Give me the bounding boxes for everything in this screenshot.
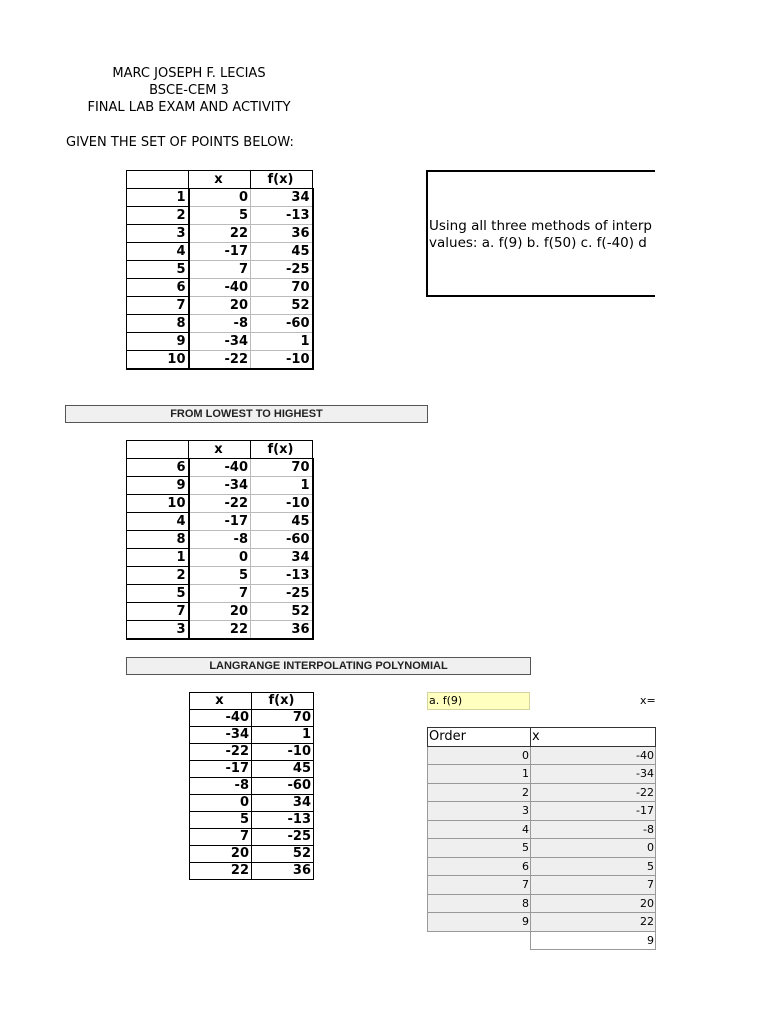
question-line-2: values: a. f(9) b. f(50) c. f(-40) d: [429, 235, 647, 251]
x-cell[interactable]: -17: [189, 513, 251, 531]
sorted-points-table: [126, 440, 314, 640]
table-row: [428, 746, 656, 765]
fx-cell[interactable]: 36: [251, 621, 313, 640]
blank-cell[interactable]: [428, 931, 531, 950]
index-cell[interactable]: 1: [127, 549, 189, 567]
x-cell[interactable]: -22: [531, 783, 656, 802]
question-line-1: Using all three methods of interp: [429, 218, 652, 234]
fx-cell[interactable]: 52: [251, 297, 313, 315]
header-cell-fx[interactable]: f(x): [251, 441, 313, 459]
order-table: [427, 727, 656, 950]
x-cell[interactable]: 5: [189, 207, 251, 225]
fx-cell[interactable]: -25: [252, 829, 314, 846]
exam-title: FINAL LAB EXAM AND ACTIVITY: [87, 100, 291, 115]
x-cell[interactable]: 22: [190, 863, 252, 880]
index-cell[interactable]: 3: [127, 621, 189, 640]
x-cell[interactable]: -8: [189, 531, 251, 549]
table-row: [428, 913, 656, 932]
x-cell[interactable]: -34: [531, 765, 656, 784]
x-cell[interactable]: 22: [189, 225, 251, 243]
x-cell[interactable]: 0: [189, 549, 251, 567]
index-cell[interactable]: 10: [127, 495, 189, 513]
index-cell[interactable]: 3: [127, 225, 189, 243]
table-row: [127, 351, 313, 370]
table-row: [127, 225, 313, 243]
function-value-label[interactable]: a. f(9): [427, 692, 530, 710]
table-row: [127, 585, 313, 603]
x-cell[interactable]: 22: [189, 621, 251, 640]
x-cell[interactable]: 5: [531, 857, 656, 876]
table-row: [127, 333, 313, 351]
points-table: [126, 170, 314, 370]
fx-cell[interactable]: 70: [251, 279, 313, 297]
table-row: [127, 477, 313, 495]
x-cell[interactable]: -40: [189, 279, 251, 297]
x-cell[interactable]: 20: [531, 894, 656, 913]
index-cell[interactable]: 4: [127, 513, 189, 531]
table-row: [127, 261, 313, 279]
table-row: [190, 727, 314, 744]
fx-cell[interactable]: 34: [251, 549, 313, 567]
index-cell[interactable]: 2: [127, 567, 189, 585]
table-header-row: [190, 693, 314, 710]
x-cell[interactable]: -8: [189, 315, 251, 333]
x-cell[interactable]: -17: [531, 802, 656, 821]
index-cell[interactable]: 1: [127, 189, 189, 207]
order-cell[interactable]: 1: [428, 765, 531, 784]
fx-cell[interactable]: -13: [251, 207, 313, 225]
fx-cell[interactable]: 45: [251, 243, 313, 261]
order-cell[interactable]: 0: [428, 746, 531, 765]
order-cell[interactable]: 7: [428, 876, 531, 895]
table-row: [190, 863, 314, 880]
table-row: [428, 802, 656, 821]
x-cell[interactable]: 5: [189, 567, 251, 585]
table-row: [428, 765, 656, 784]
index-cell[interactable]: 8: [127, 531, 189, 549]
header-cell-x[interactable]: x: [190, 693, 252, 710]
index-cell[interactable]: 5: [127, 585, 189, 603]
x-cell[interactable]: -17: [190, 761, 252, 778]
order-cell[interactable]: 6: [428, 857, 531, 876]
x-cell[interactable]: -8: [531, 820, 656, 839]
table-row: [127, 189, 313, 207]
x-cell[interactable]: 7: [189, 585, 251, 603]
fx-cell[interactable]: 36: [251, 225, 313, 243]
fx-cell[interactable]: -60: [251, 531, 313, 549]
index-cell[interactable]: 2: [127, 207, 189, 225]
x-cell[interactable]: 5: [190, 812, 252, 829]
table-header-row: [428, 728, 656, 747]
table-row: [428, 839, 656, 858]
x-cell[interactable]: 7: [189, 261, 251, 279]
index-cell[interactable]: 7: [127, 603, 189, 621]
fx-cell[interactable]: 52: [251, 603, 313, 621]
fx-cell[interactable]: 45: [251, 513, 313, 531]
header-cell-index[interactable]: [127, 171, 189, 189]
table-header-row: [127, 441, 313, 459]
question-box: [426, 170, 655, 297]
table-row: [127, 621, 313, 640]
fx-cell[interactable]: 36: [252, 863, 314, 880]
x-cell[interactable]: -34: [189, 477, 251, 495]
x-value-cell[interactable]: 9: [531, 931, 656, 950]
lagrange-section-bar: LANGRANGE INTERPOLATING POLYNOMIAL: [126, 657, 531, 675]
table-row: [428, 857, 656, 876]
x-cell[interactable]: -17: [189, 243, 251, 261]
x-cell[interactable]: -40: [531, 746, 656, 765]
fx-cell[interactable]: -10: [252, 744, 314, 761]
table-row: [127, 243, 313, 261]
x-cell[interactable]: -34: [189, 333, 251, 351]
fx-cell[interactable]: -10: [251, 495, 313, 513]
x-cell[interactable]: 7: [190, 829, 252, 846]
table-row: [127, 531, 313, 549]
header-cell-fx[interactable]: f(x): [251, 171, 313, 189]
index-cell[interactable]: 6: [127, 459, 189, 477]
sorted-section-bar: FROM LOWEST TO HIGHEST: [65, 405, 428, 423]
table-header-row: [127, 171, 313, 189]
table-row: [428, 894, 656, 913]
table-row: [428, 876, 656, 895]
given-points-label: GIVEN THE SET OF POINTS BELOW:: [66, 135, 294, 150]
student-name: MARC JOSEPH F. LECIAS: [112, 66, 266, 81]
x-cell[interactable]: 20: [190, 846, 252, 863]
order-cell[interactable]: 3: [428, 802, 531, 821]
x-cell[interactable]: 22: [531, 913, 656, 932]
fx-cell[interactable]: -25: [251, 261, 313, 279]
fx-cell[interactable]: 1: [252, 727, 314, 744]
table-row: [127, 513, 313, 531]
fx-cell[interactable]: -13: [252, 812, 314, 829]
index-cell[interactable]: 8: [127, 315, 189, 333]
x-cell[interactable]: 20: [189, 297, 251, 315]
x-cell[interactable]: 7: [531, 876, 656, 895]
table-row: [127, 549, 313, 567]
index-cell[interactable]: 9: [127, 333, 189, 351]
table-row: [127, 459, 313, 477]
table-row: [190, 778, 314, 795]
order-cell[interactable]: 2: [428, 783, 531, 802]
table-row: [127, 207, 313, 225]
x-cell[interactable]: -22: [189, 351, 251, 370]
order-cell[interactable]: 4: [428, 820, 531, 839]
x-cell[interactable]: 20: [189, 603, 251, 621]
fx-cell[interactable]: 34: [252, 795, 314, 812]
table-row: [190, 829, 314, 846]
x-cell[interactable]: -22: [190, 744, 252, 761]
table-row: [190, 795, 314, 812]
index-cell[interactable]: 4: [127, 243, 189, 261]
table-row: [190, 744, 314, 761]
table-row: [428, 820, 656, 839]
fx-cell[interactable]: 70: [252, 710, 314, 727]
fx-cell[interactable]: -60: [251, 315, 313, 333]
table-row: [190, 710, 314, 727]
index-cell[interactable]: 10: [127, 351, 189, 370]
order-cell[interactable]: 5: [428, 839, 531, 858]
index-cell[interactable]: 5: [127, 261, 189, 279]
table-row: [127, 567, 313, 585]
header-cell-x[interactable]: x: [189, 171, 251, 189]
header-cell-x[interactable]: x: [531, 728, 656, 747]
table-row: [127, 495, 313, 513]
x-cell[interactable]: 0: [189, 189, 251, 207]
x-cell[interactable]: -40: [190, 710, 252, 727]
index-cell[interactable]: 6: [127, 279, 189, 297]
header-cell-order[interactable]: Order: [428, 728, 531, 747]
fx-cell[interactable]: 45: [252, 761, 314, 778]
fx-cell[interactable]: 1: [251, 477, 313, 495]
fx-cell[interactable]: -60: [252, 778, 314, 795]
lagrange-table: [189, 692, 314, 880]
fx-cell[interactable]: 1: [251, 333, 313, 351]
index-cell[interactable]: 9: [127, 477, 189, 495]
order-cell[interactable]: 9: [428, 913, 531, 932]
table-row: [190, 761, 314, 778]
table-row: [127, 279, 313, 297]
table-row: [127, 315, 313, 333]
table-row: [190, 846, 314, 863]
table-row: [127, 603, 313, 621]
fx-cell[interactable]: 70: [251, 459, 313, 477]
x-cell[interactable]: -22: [189, 495, 251, 513]
index-cell[interactable]: 7: [127, 297, 189, 315]
table-row: [428, 783, 656, 802]
table-row: [190, 812, 314, 829]
fx-cell[interactable]: 52: [252, 846, 314, 863]
fx-cell[interactable]: -10: [251, 351, 313, 370]
header-cell-fx[interactable]: f(x): [252, 693, 314, 710]
header-cell-x[interactable]: x: [189, 441, 251, 459]
header-cell-index[interactable]: [127, 441, 189, 459]
x-cell[interactable]: -34: [190, 727, 252, 744]
x-equals-label: x=: [640, 694, 656, 707]
fx-cell[interactable]: -13: [251, 567, 313, 585]
table-row: [127, 297, 313, 315]
course-label: BSCE-CEM 3: [149, 83, 229, 98]
fx-cell[interactable]: 34: [251, 189, 313, 207]
x-value-row: [428, 931, 656, 950]
x-cell[interactable]: 0: [531, 839, 656, 858]
order-cell[interactable]: 8: [428, 894, 531, 913]
x-cell[interactable]: -8: [190, 778, 252, 795]
x-cell[interactable]: 0: [190, 795, 252, 812]
fx-cell[interactable]: -25: [251, 585, 313, 603]
x-cell[interactable]: -40: [189, 459, 251, 477]
